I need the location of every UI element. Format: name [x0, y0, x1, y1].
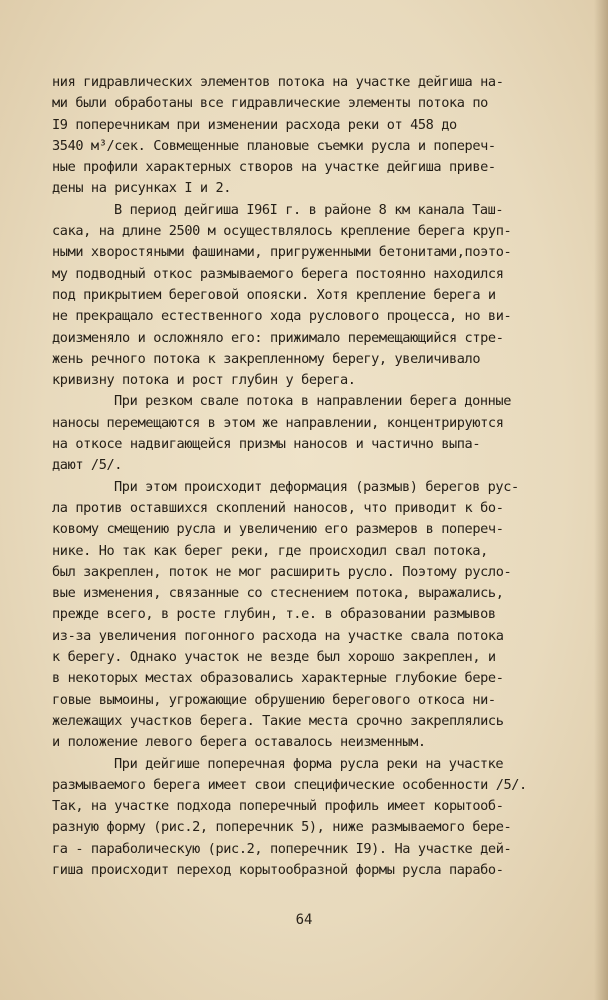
text-line-9: ными хворостяными фашинами, пригруженными бетонитами,поэто- — [52, 244, 512, 261]
text-line-26: прежде всего, в росте глубин, т.е. в образовании размывов — [52, 606, 496, 623]
text-line-6: дены на рисунках I и 2. — [52, 180, 232, 197]
text-line-2: ми были обработаны все гидравлические элементы потока по — [52, 95, 488, 112]
text-line-27: из-за увеличения погонного расхода на участке свала потока — [52, 627, 504, 644]
text-line-18: на откосе надвигающейся призмы наносов и частично выпа- — [52, 436, 481, 453]
text-line-25: вые изменения, связанные со стеснением потока, выражались, — [52, 585, 504, 602]
text-line-3: I9 поперечникам при изменении расхода реки от 458 до — [52, 116, 457, 133]
text-line-14: жень речного потока к закрепленному берегу, увеличивало — [52, 350, 481, 367]
text-line-13: доизменяло и осложняло его: прижимало перемещающийся стре- — [52, 329, 504, 346]
text-line-11: под прикрытием береговой опояски. Хотя крепление берега и — [52, 286, 496, 303]
text-line-23: нике. Но так как берег реки, где происходил свал потока, — [52, 542, 488, 559]
text-line-38: гиша происходит переход корытообразной формы русла парабо- — [52, 861, 504, 878]
page-edge-shadow — [594, 0, 608, 1000]
text-line-36: разную форму (рис.2, поперечник 5), ниже размываемого бере- — [52, 819, 512, 836]
text-line-30: говые вымоины, угрожающие обрушению берегового откоса ни- — [52, 691, 496, 708]
text-line-12: не прекращало естественного хода руслового процесса, но ви- — [52, 308, 512, 325]
text-line-16: При резком свале потока в направлении берега донные — [114, 393, 511, 410]
page-number: 64 — [295, 912, 313, 928]
text-line-33: При дейгише поперечная форма русла реки на участке — [114, 755, 504, 772]
body-text — [52, 72, 572, 881]
text-line-5: ные профили характерных створов на участке дейгиша приве- — [52, 159, 496, 176]
text-line-35: Так, на участке подхода поперечный профиль имеет корытооб- — [52, 798, 504, 815]
text-line-37: га - параболическую (рис.2, поперечник I9). На участке дей- — [52, 840, 512, 857]
text-line-22: ковому смещению русла и увеличению его размеров в попереч- — [52, 521, 504, 538]
text-line-20: При этом происходит деформация (размыв) берегов рус- — [114, 478, 519, 495]
text-line-34: размываемого берега имеет свои специфические особенности /5/. — [52, 776, 527, 793]
text-line-8: сака, на длине 2500 м осуществлялось крепление берега круп- — [52, 223, 512, 240]
text-line-21: ла против оставшихся скоплений наносов, что приводит к бо- — [52, 499, 504, 516]
text-line-24: был закреплен, поток не мог расширить русло. Поэтому русло- — [52, 563, 512, 580]
text-line-29: в некоторых местах образовались характерные глубокие бере- — [52, 670, 504, 687]
text-line-10: му подводный откос размываемого берега постоянно находился — [52, 265, 504, 282]
text-line-17: наносы перемещаются в этом же направлении, концентрируются — [52, 414, 504, 431]
text-line-7: В период дейгиша I96I г. в районе 8 км канала Таш- — [114, 201, 504, 218]
text-line-31: жележащих участков берега. Такие места срочно закреплялись — [52, 712, 504, 729]
text-line-32: и положение левого берега оставалось неизменным. — [52, 734, 426, 751]
text-line-1: ния гидравлических элементов потока на участке дейгиша на- — [52, 74, 504, 90]
text-line-19: дают /5/. — [52, 457, 123, 474]
text-line-28: к берегу. Однако участок не везде был хорошо закреплен, и — [52, 649, 496, 666]
text-line-15: кривизну потока и рост глубин у берега. — [52, 372, 356, 389]
text-line-4: 3540 м³/сек. Совмещенные плановые съемки русла и попереч- — [52, 137, 496, 154]
